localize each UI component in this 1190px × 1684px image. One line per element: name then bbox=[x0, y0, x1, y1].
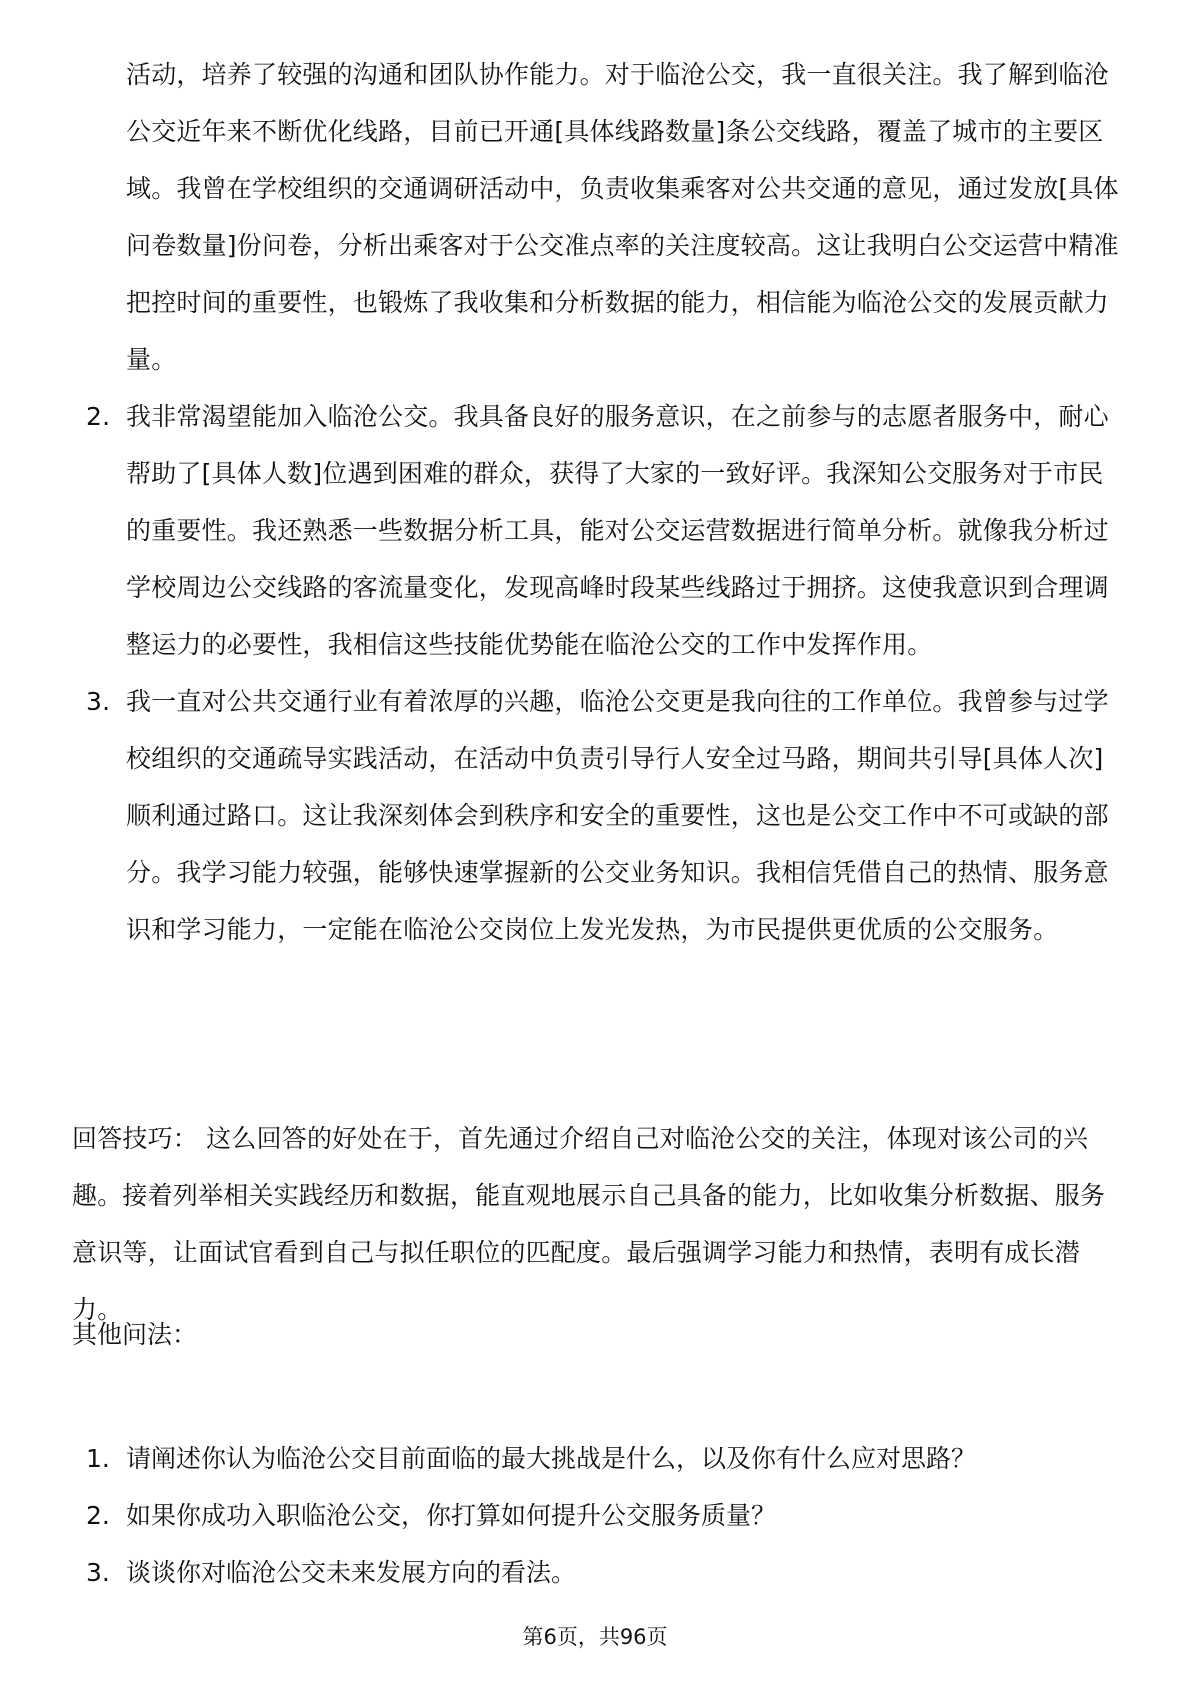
answer-text: 活动，培养了较强的沟通和团队协作能力。对于临沧公交，我一直很关注。我了解到临沧公交近年来不断优化线路，目前已开通[具体线路数量]条公交线路，覆盖了城市的主要区域。我曾在学校组织的交通调研活动中，负责收集乘客对公共交通的意见，通过发放[具体问卷数量]份问卷，分析出乘客对于公交准点率的关注度较高。这让我明白公交运营中精准把控时间的重要性，也锻炼了我收集和分析数据的能力，相信能为临沧公交的发展贡献力量。 bbox=[126, 60, 1119, 374]
answer-item-3 bbox=[80, 673, 1120, 958]
tips-label: 回答技巧： bbox=[72, 1124, 199, 1153]
answer-text: 我非常渴望能加入临沧公交。我具备良好的服务意识，在之前参与的志愿者服务中，耐心帮助了[具体人数]位遇到困难的群众，获得了大家的一致好评。我深知公交服务对于市民的重要性。我还熟悉一些数据分析工具，能对公交运营数据进行简单分析。就像我分析过学校周边公交线路的客流量变化，发现高峰时段某些线路过于拥挤。这使我意识到合理调整运力的必要性，我相信这些技能优势能在临沧公交的工作中发挥作用。 bbox=[126, 402, 1109, 659]
answer-item-1 bbox=[80, 46, 1120, 388]
answer-tips bbox=[72, 1110, 1122, 1338]
item-number: 2. bbox=[86, 402, 111, 431]
question-item-3 bbox=[80, 1544, 1120, 1601]
other-questions-list bbox=[80, 1430, 1120, 1601]
item-number: 3. bbox=[86, 687, 111, 716]
item-number: 1. bbox=[86, 1444, 110, 1473]
item-number: 2. bbox=[86, 1501, 110, 1530]
question-text: 如果你成功入职临沧公交，你打算如何提升公交服务质量？ bbox=[126, 1501, 777, 1530]
other-questions-title: 其他问法： bbox=[72, 1320, 198, 1349]
tips-text: 这么回答的好处在于，首先通过介绍自己对临沧公交的关注，体现对该公司的兴趣。接着列举相关实践经历和数据，能直观地展示自己具备的能力，比如收集分析数据、服务意识等，让面试官看到自己与拟任职位的匹配度。最后强调学习能力和热情，表明有成长潜力。 bbox=[72, 1124, 1106, 1324]
answer-item-2 bbox=[80, 388, 1120, 673]
item-number: 3. bbox=[86, 1558, 110, 1587]
page-number-footer: 第6页，共96页 bbox=[522, 1625, 668, 1649]
question-text: 请阐述你认为临沧公交目前面临的最大挑战是什么，以及你有什么应对思路？ bbox=[126, 1444, 977, 1473]
question-item-1 bbox=[80, 1430, 1120, 1487]
question-text: 谈谈你对临沧公交未来发展方向的看法。 bbox=[126, 1558, 577, 1587]
answer-list bbox=[80, 46, 1120, 958]
answer-text: 我一直对公共交通行业有着浓厚的兴趣，临沧公交更是我向往的工作单位。我曾参与过学校组织的交通疏导实践活动，在活动中负责引导行人安全过马路，期间共引导[具体人次]顺利通过路口。这让我深刻体会到秩序和安全的重要性，这也是公交工作中不可或缺的部分。我学习能力较强，能够快速掌握新的公交业务知识。我相信凭借自己的热情、服务意识和学习能力，一定能在临沧公交岗位上发光发热，为市民提供更优质的公交服务。 bbox=[126, 687, 1109, 944]
question-item-2 bbox=[80, 1487, 1120, 1544]
